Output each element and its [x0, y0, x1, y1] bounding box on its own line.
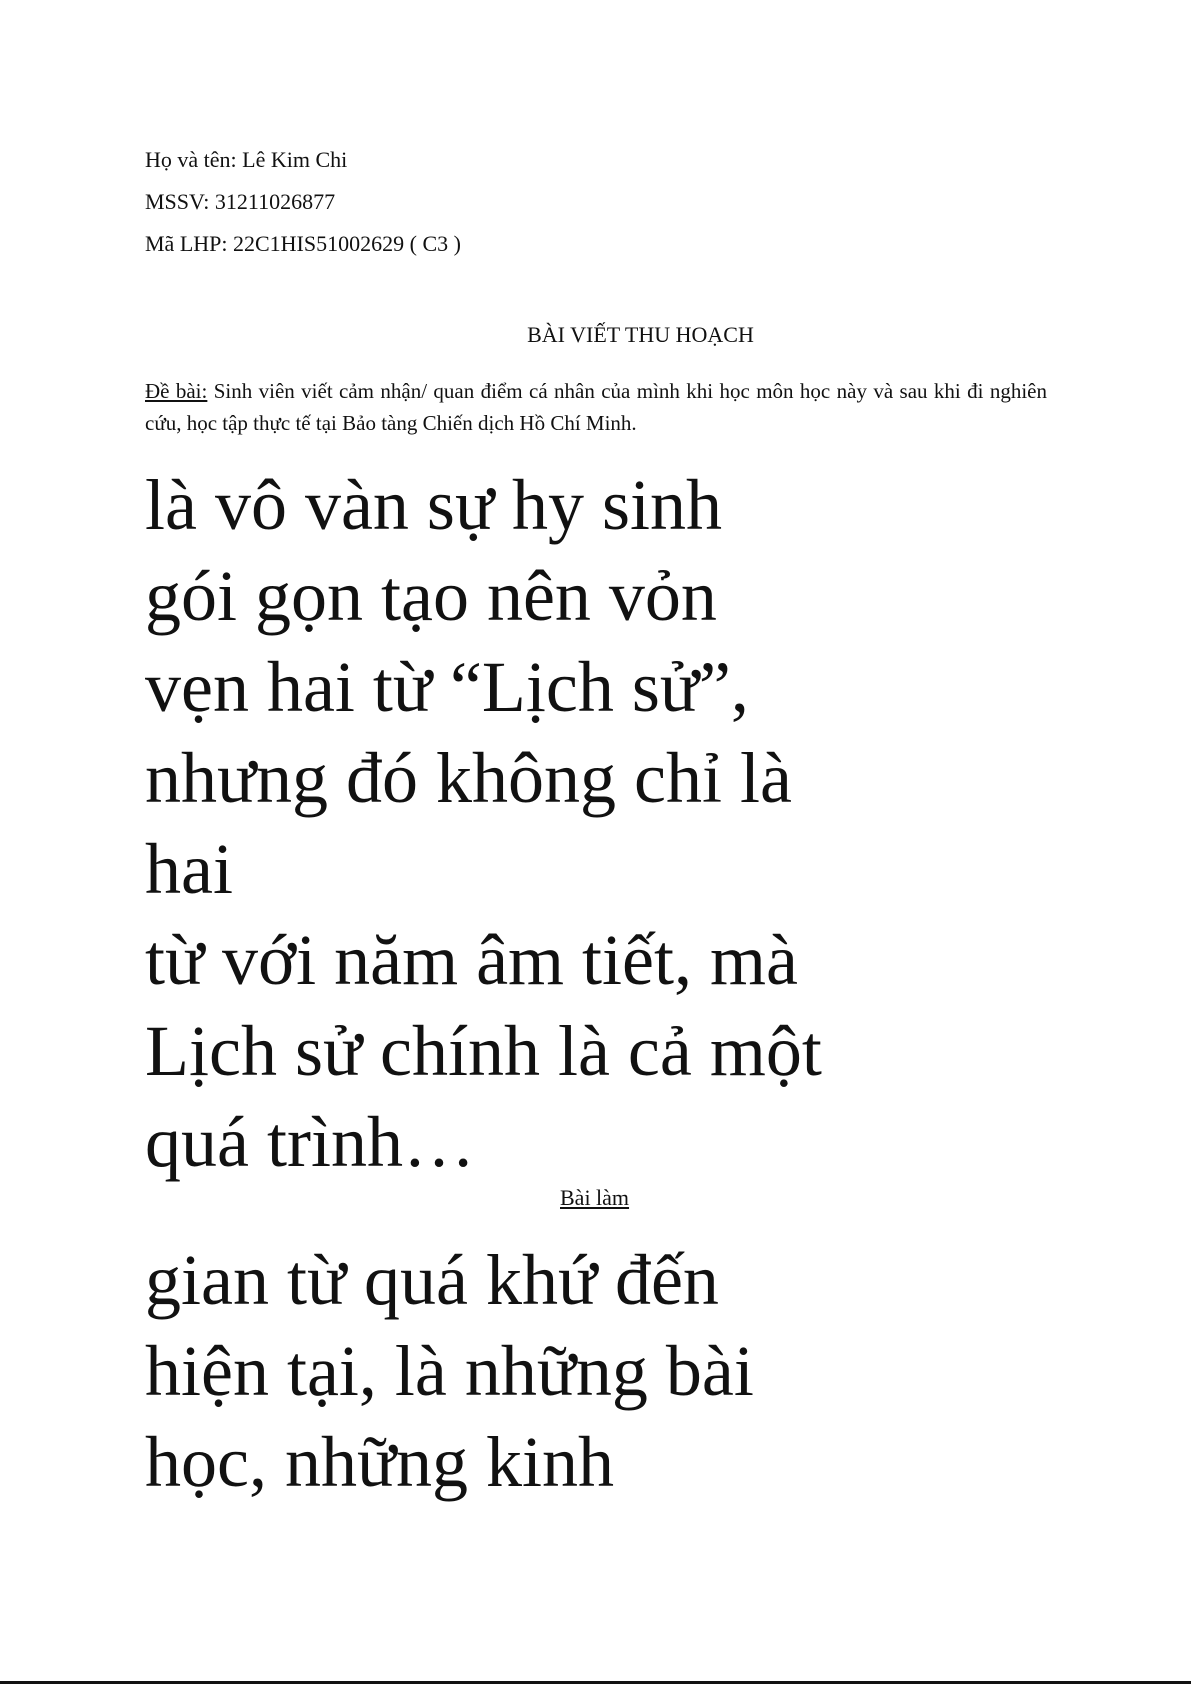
class-code-line: Mã LHP: 22C1HIS51002629 ( C3 ): [145, 231, 461, 256]
large-text-block-top: [145, 460, 822, 1188]
prompt-text: Sinh viên viết cảm nhận/ quan điểm cá nhân của mình khi học môn học này và sau khi đi nghiên cứu, học tập thực tế tại Bảo tàng Chiến dịch Hồ Chí Minh.: [145, 379, 1047, 435]
large-text-line: Lịch sử chính là cả một: [145, 1011, 822, 1091]
large-text-block-bottom: [145, 1235, 754, 1508]
large-text-line: là vô vàn sự hy sinh: [145, 465, 722, 545]
page-bottom-rule: [0, 1681, 1191, 1684]
large-text-line: nhưng đó không chỉ là: [145, 738, 792, 818]
large-text-line: gói gọn tạo nên vỏn: [145, 556, 717, 636]
large-text-line: học, những kinh: [145, 1422, 614, 1502]
large-text-line: hiện tại, là những bài: [145, 1331, 754, 1411]
student-id-line: MSSV: 31211026877: [145, 189, 336, 214]
large-text-line: hai: [145, 829, 233, 909]
assignment-prompt: [145, 375, 1047, 439]
large-text-line: từ với năm âm tiết, mà: [145, 920, 798, 1000]
prompt-label: Đề bài:: [145, 379, 208, 403]
large-text-line: quá trình…: [145, 1102, 475, 1182]
answer-heading: Bài làm: [560, 1185, 630, 1210]
student-name-line: Họ và tên: Lê Kim Chi: [145, 147, 348, 172]
large-text-line: gian từ quá khứ đến: [145, 1240, 719, 1320]
document-title: BÀI VIẾT THU HOẠCH: [527, 322, 754, 347]
large-text-line: vẹn hai từ “Lịch sử”,: [145, 647, 749, 727]
